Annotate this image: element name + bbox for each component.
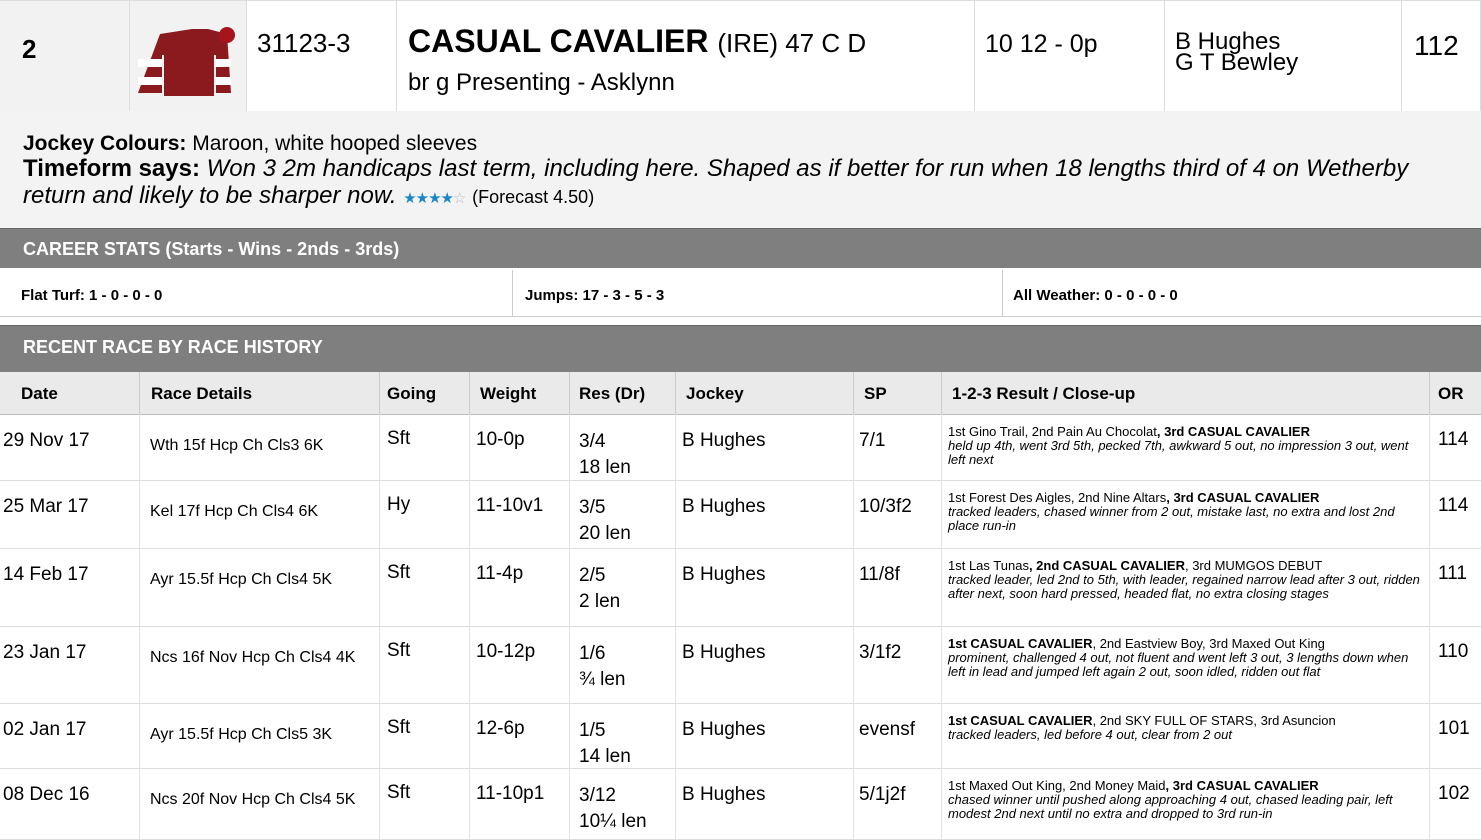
- row-weight: 11-4p: [470, 548, 570, 626]
- col-sp[interactable]: SP: [854, 372, 942, 414]
- row-sp: evensf: [854, 703, 942, 768]
- row-or: 101: [1438, 718, 1470, 739]
- row-going: Sft: [380, 768, 470, 839]
- row-result-text: 1st Las Tunas: [948, 558, 1029, 573]
- row-sp: 5/1j2f: [854, 768, 942, 839]
- history-header: RECENT RACE BY RACE HISTORY: [0, 325, 1481, 372]
- row-result-rest: , 2nd Eastview Boy, 3rd Maxed Out King: [1092, 636, 1325, 651]
- runner-number-cell: [0, 1, 130, 112]
- row-result-closeup: [942, 414, 1430, 480]
- row-result-text: 1st Maxed Out King, 2nd Money Maid: [948, 778, 1166, 793]
- jockey-silks-icon: [130, 1, 247, 112]
- row-going: Sft: [380, 548, 470, 626]
- row-position: 3/4: [579, 431, 606, 452]
- row-going: Sft: [380, 626, 470, 703]
- row-or: 114: [1438, 495, 1469, 516]
- row-date: 23 Jan 17: [0, 626, 140, 703]
- row-weight: 11-10p1: [470, 768, 570, 839]
- row-result-closeup: [942, 480, 1430, 548]
- row-or: 111: [1438, 563, 1467, 584]
- row-going: Sft: [380, 414, 470, 480]
- row-jockey[interactable]: B Hughes: [676, 548, 854, 626]
- forecast: (Forecast 4.50): [472, 187, 595, 207]
- row-race-details[interactable]: Kel 17f Hcp Ch Cls4 6K: [140, 480, 380, 548]
- row-result-highlight: 1st CASUAL CAVALIER: [948, 713, 1093, 728]
- row-going: Hy: [380, 480, 470, 548]
- col-result-closeup[interactable]: 1-2-3 Result / Close-up: [942, 372, 1430, 414]
- table-row: [0, 480, 1481, 549]
- row-or: 102: [1438, 783, 1470, 804]
- row-result-rest: , 2nd SKY FULL OF STARS, 3rd Asuncion: [1092, 713, 1336, 728]
- row-result-rest: , 3rd MUMGOS DEBUT: [1184, 558, 1323, 573]
- table-row: [0, 768, 1481, 840]
- col-going[interactable]: Going: [380, 372, 470, 414]
- age-weight: 10 12 - 0p: [985, 30, 1098, 58]
- row-sp: 3/1f2: [854, 626, 942, 703]
- all-weather-stats: All Weather: 0 - 0 - 0 - 0: [1013, 287, 1178, 304]
- row-result-highlight: , 2nd CASUAL CAVALIER: [1028, 558, 1185, 573]
- row-weight: 10-0p: [470, 414, 570, 480]
- form-figures: 31123-3: [257, 28, 351, 58]
- col-or[interactable]: OR: [1438, 384, 1464, 403]
- row-result-closeup: [942, 548, 1430, 626]
- career-stats-header: CAREER STATS (Starts - Wins - 2nds - 3rds): [0, 228, 1481, 268]
- jockey-colours: [23, 132, 477, 156]
- row-closeup: tracked leaders, led before 4 out, clear from 2 out: [948, 727, 1232, 742]
- row-closeup: tracked leader, led 2nd to 5th, with leader, regained narrow lead after 3 out, ridden after next, soon hard pressed, headed flat, no extra closing stages: [948, 572, 1420, 601]
- row-closeup: tracked leaders, chased winner from 2 out, mistake last, no extra and lost 2nd place run-in: [948, 504, 1395, 533]
- row-distance: 20 len: [579, 523, 631, 544]
- row-result: [570, 414, 676, 480]
- trainer-name[interactable]: G T Bewley: [1175, 49, 1299, 76]
- career-stats: [0, 270, 1481, 317]
- row-result-closeup: [942, 703, 1430, 768]
- runner-number: 2: [22, 34, 37, 64]
- comment-panel: [0, 111, 1481, 229]
- timeform-label: Timeform says:: [23, 155, 200, 182]
- row-closeup: held up 4th, went 3rd 5th, pecked 7th, awkward 5 out, no impression 3 out, went left next: [948, 438, 1409, 467]
- row-jockey[interactable]: B Hughes: [676, 626, 854, 703]
- row-result: [570, 480, 676, 548]
- row-distance: 18 len: [579, 457, 631, 478]
- row-result: [570, 626, 676, 703]
- table-row: [0, 414, 1481, 481]
- row-date: 25 Mar 17: [0, 480, 140, 548]
- row-race-details[interactable]: Ayr 15.5f Hcp Ch Cls4 5K: [140, 548, 380, 626]
- row-or: 110: [1438, 641, 1469, 662]
- row-jockey[interactable]: B Hughes: [676, 480, 854, 548]
- row-date: 14 Feb 17: [0, 548, 140, 626]
- row-result: [570, 768, 676, 839]
- history-table-header: [0, 372, 1481, 415]
- row-jockey[interactable]: B Hughes: [676, 703, 854, 768]
- row-jockey[interactable]: B Hughes: [676, 768, 854, 839]
- row-result-closeup: [942, 768, 1430, 839]
- timeform-text: Won 3 2m handicaps last term, including here. Shaped as if better for run when 18 lengths third of 4 on Wetherby return and likely to be sharper now.: [23, 155, 1409, 209]
- horse-name-line: [408, 23, 866, 60]
- row-position: 1/5: [579, 720, 606, 741]
- horse-suffix: (IRE) 47 C D: [717, 28, 867, 58]
- rating: 112: [1414, 30, 1459, 61]
- timeform-says: [23, 155, 1463, 212]
- row-result-highlight: , 3rd CASUAL CAVALIER: [1165, 778, 1319, 793]
- table-row: [0, 626, 1481, 704]
- form-cell: [247, 1, 397, 112]
- row-going: Sft: [380, 703, 470, 768]
- connections-cell: [1165, 1, 1402, 112]
- row-race-details[interactable]: Ncs 16f Nov Hcp Ch Cls4 4K: [140, 626, 380, 703]
- col-date[interactable]: Date: [0, 372, 140, 414]
- col-weight[interactable]: Weight: [470, 372, 570, 414]
- breeding: br g Presenting - Asklynn: [408, 69, 675, 96]
- runner-header: [0, 0, 1481, 113]
- row-weight: 11-10v1: [470, 480, 570, 548]
- row-sp: 10/3f2: [854, 480, 942, 548]
- row-position: 1/6: [579, 643, 606, 664]
- row-result-text: 1st Gino Trail, 2nd Pain Au Chocolat: [948, 424, 1157, 439]
- age-weight-cell: [975, 1, 1165, 112]
- row-result: [570, 703, 676, 768]
- table-row: [0, 703, 1481, 769]
- col-jockey[interactable]: Jockey: [676, 372, 854, 414]
- row-date: 08 Dec 16: [0, 768, 140, 839]
- row-position: 2/5: [579, 565, 606, 586]
- row-sp: 7/1: [854, 414, 942, 480]
- row-race-details[interactable]: Ayr 15.5f Hcp Ch Cls5 3K: [140, 703, 380, 768]
- table-row: [0, 548, 1481, 627]
- row-distance: 2 len: [579, 591, 621, 612]
- row-position: 3/12: [579, 785, 616, 806]
- row-result-highlight: , 3rd CASUAL CAVALIER: [1166, 490, 1320, 505]
- row-result: [570, 548, 676, 626]
- row-or: 114: [1438, 429, 1469, 450]
- jumps-stats: Jumps: 17 - 3 - 5 - 3: [513, 270, 1003, 316]
- jockey-colours-text: Maroon, white hooped sleeves: [192, 132, 478, 155]
- row-weight: 12-6p: [470, 703, 570, 768]
- row-closeup: prominent, challenged 4 out, not fluent and went left 3 out, 3 lengths down when left in lead and jumped left again 2 out, soon idled, ridden out flat: [948, 650, 1409, 679]
- silk-cell: [130, 1, 247, 112]
- row-position: 3/5: [579, 497, 606, 518]
- row-race-details[interactable]: Wth 15f Hcp Ch Cls3 6K: [140, 414, 380, 480]
- jockey-colours-label: Jockey Colours:: [23, 132, 187, 155]
- col-race-details[interactable]: Race Details: [140, 372, 380, 414]
- row-distance: ¾ len: [579, 669, 626, 690]
- row-closeup: chased winner until pushed along approaching 4 out, chased leading pair, left modest 2nd next until no extra and dropped to 3rd run-in: [948, 792, 1393, 821]
- row-sp: 11/8f: [854, 548, 942, 626]
- row-result-closeup: [942, 626, 1430, 703]
- row-date: 02 Jan 17: [0, 703, 140, 768]
- row-weight: 10-12p: [470, 626, 570, 703]
- name-cell: [397, 1, 975, 112]
- row-result-highlight: 1st CASUAL CAVALIER: [948, 636, 1093, 651]
- star-rating-icon: ★★★★☆: [403, 190, 466, 207]
- row-jockey[interactable]: B Hughes: [676, 414, 854, 480]
- jockey-name[interactable]: B Hughes: [1175, 28, 1281, 55]
- row-result-highlight: , 3rd CASUAL CAVALIER: [1156, 424, 1310, 439]
- row-distance: 10¼ len: [579, 811, 647, 832]
- rating-cell: [1402, 1, 1481, 112]
- flat-turf-stats: Flat Turf: 1 - 0 - 0 - 0: [0, 270, 513, 316]
- row-result-text: 1st Forest Des Aigles, 2nd Nine Altars: [948, 490, 1167, 505]
- row-race-details[interactable]: Ncs 20f Nov Hcp Ch Cls4 5K: [140, 768, 380, 839]
- col-result[interactable]: Res (Dr): [570, 372, 676, 414]
- row-date: 29 Nov 17: [0, 414, 140, 480]
- row-distance: 14 len: [579, 746, 631, 767]
- horse-name[interactable]: CASUAL CAVALIER: [408, 23, 709, 59]
